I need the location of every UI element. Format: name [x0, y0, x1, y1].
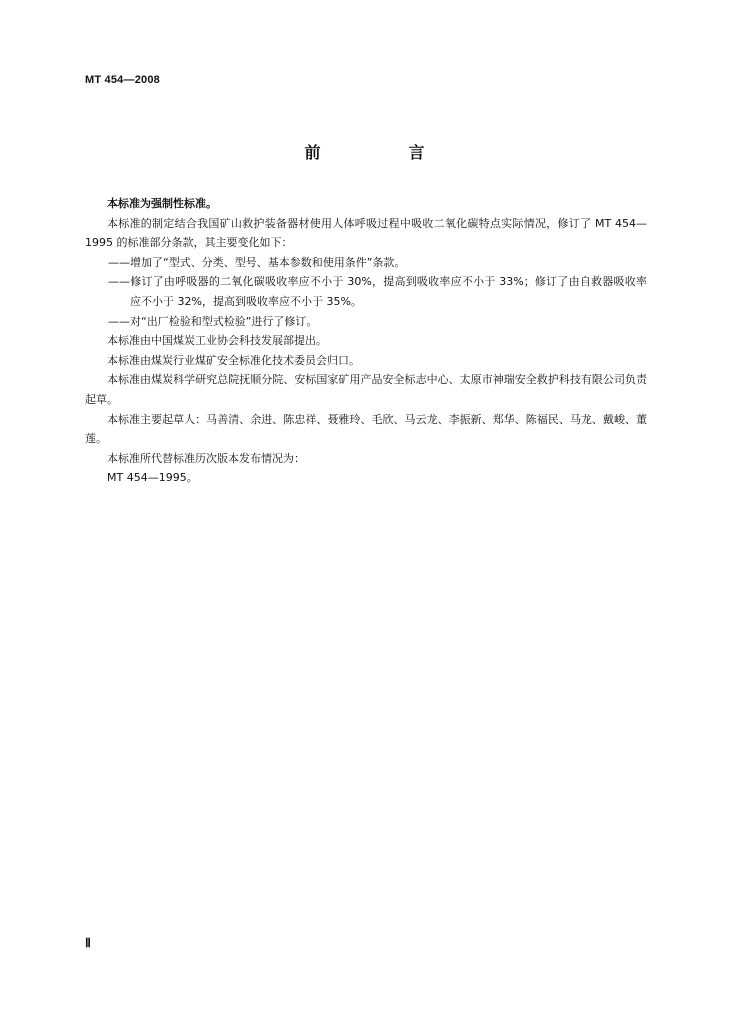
list-item-change-3: ——对“出厂检验和型式检验”进行了修订。: [108, 314, 318, 328]
document-code: MT 454—2008: [85, 74, 160, 86]
list-item-change-1: ——增加了“型式、分类、型号、基本参数和使用条件”条款。: [108, 255, 406, 269]
paragraph-history-version: MT 454—1995。: [107, 471, 198, 485]
page-number: Ⅱ: [85, 936, 91, 950]
paragraph-drafting-units: 本标准由煤炭科学研究总院抚顺分院、安标国家矿用产品安全标志中心、太原市神瑞安全救护科技有限公司负责起草。: [85, 373, 647, 406]
paragraph-proposer: 本标准由中国煤炭工业协会科技发展部提出。: [107, 334, 327, 348]
paragraph-revision-intro: 本标准的制定结合我国矿山救护装备器材使用人体呼吸过程中吸收二氧化碳特点实际情况，修订了 MT 454—1995 的标准部分条款，其主要变化如下：: [85, 216, 647, 250]
document-body: [85, 194, 647, 488]
paragraph-history-intro: 本标准所代替标准历次版本发布情况为：: [107, 451, 305, 465]
paragraph-jurisdiction: 本标准由煤炭行业煤矿安全标准化技术委员会归口。: [107, 353, 360, 367]
list-item-change-2: ——修订了由呼吸器的二氧化碳吸收率应不小于 30%，提高到吸收率应不小于 33%；修订了由自救器吸收率应不小于 32%，提高到吸收率应不小于 35%。: [108, 275, 647, 308]
page-title: 前 言: [304, 143, 461, 162]
paragraph-mandatory: 本标准为强制性标准。: [107, 197, 217, 210]
paragraph-drafters: 本标准主要起草人：马善清、余进、陈忠祥、聂雅玲、毛欣、马云龙、李振新、郑华、陈福民、马龙、戴峻、董莲。: [85, 412, 647, 446]
